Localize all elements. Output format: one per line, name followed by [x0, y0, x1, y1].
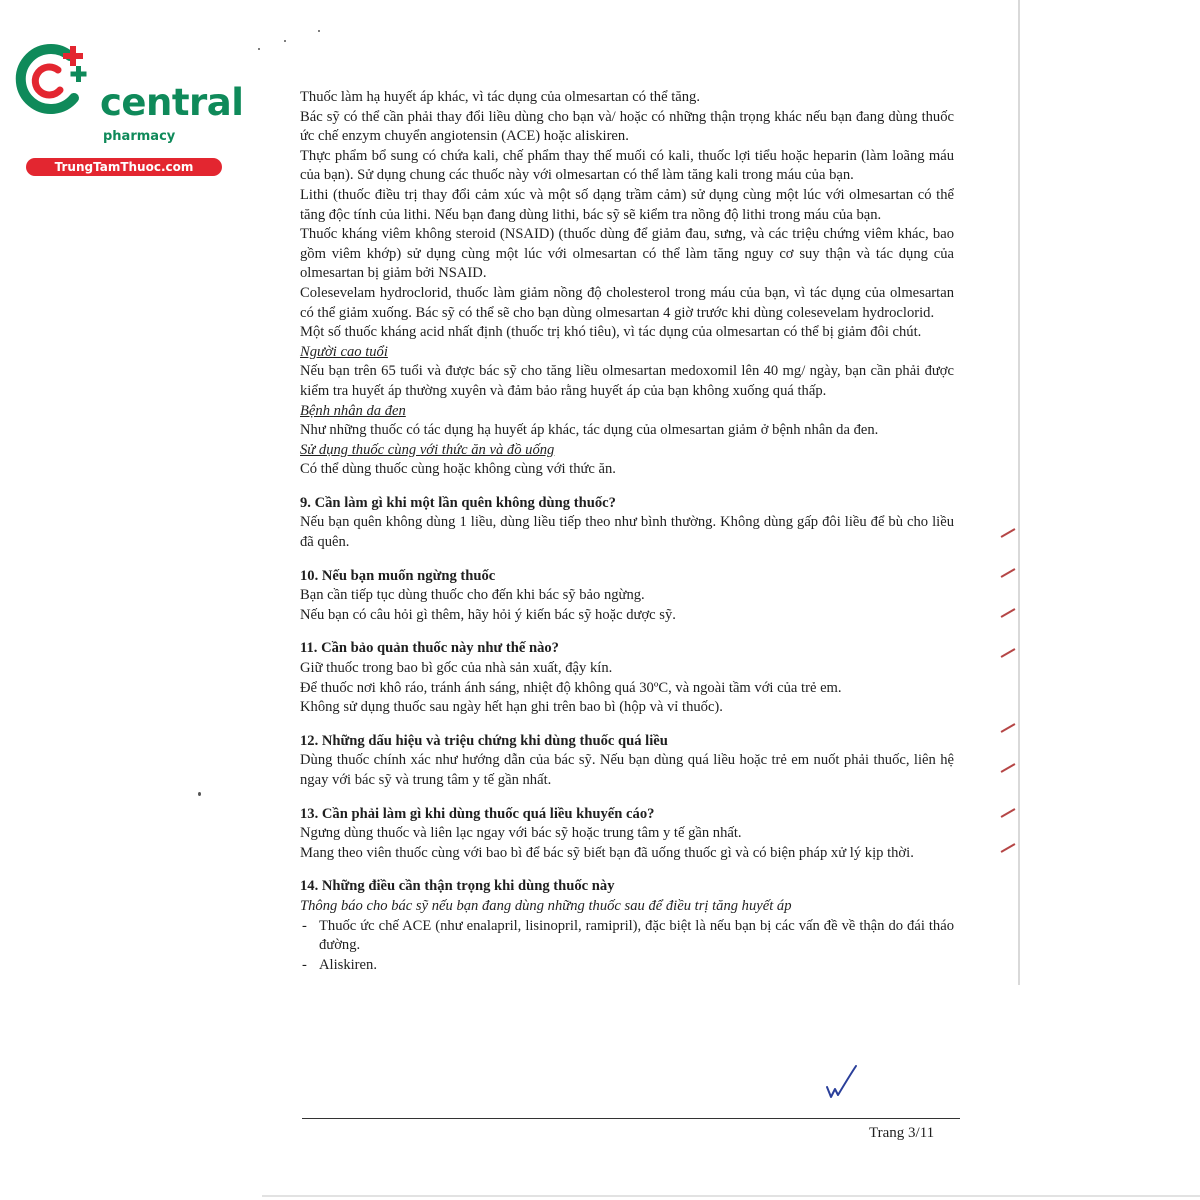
paragraph: Thuốc kháng viêm không steroid (NSAID) (thuốc dùng để giảm đau, sưng, và các triệu chứng viêm khác, bao gồm viêm khớp) sử dụng cùng một lúc với olmesartan có thể làm tăng nguy cơ suy thận và tác dụng của olmesartan bị giảm bởi NSAID.: [300, 226, 954, 282]
section-note: Thông báo cho bác sỹ nếu bạn đang dùng những thuốc sau để điều trị tăng huyết áp: [300, 897, 792, 914]
list-item: - Thuốc ức chế ACE (như enalapril, lisinopril, ramipril), đặc biệt là nếu bạn bị các vấn đề về thận do đái tháo đường.: [300, 917, 954, 956]
scan-speck: [198, 792, 201, 796]
subsection-title: Người cao tuổi: [300, 343, 388, 360]
paragraph: Thuốc làm hạ huyết áp khác, vì tác dụng của olmesartan có thể tăng.: [300, 89, 700, 105]
paragraph: Bác sỹ có thể cần phải thay đổi liều dùng cho bạn và/ hoặc có những thận trọng khác nếu bạn đang dùng thuốc ức chế enzym chuyển angiotensin (ACE) hoặc aliskiren.: [300, 108, 954, 145]
page-edge-bottom: [262, 1195, 1200, 1197]
stamp-mark: [1001, 608, 1016, 618]
stamp-mark: [1001, 808, 1016, 818]
bullet-list: [300, 917, 954, 976]
logo-subtitle: pharmacy: [103, 129, 176, 144]
scan-speck: [258, 48, 260, 50]
list-item: - Aliskiren.: [300, 956, 954, 976]
paragraph: Colesevelam hydroclorid, thuốc làm giảm nồng độ cholesterol trong máu của bạn, vì tác dụng của olmesartan có thể giảm xuống. Bác sỹ có thể sẽ cho bạn dùng olmesartan 4 giờ trước khi dùng colesevelam hydroclorid.: [300, 284, 954, 321]
paragraph: Để thuốc nơi khô ráo, tránh ánh sáng, nhiệt độ không quá 30ºC, và ngoài tầm với của trẻ em.: [300, 679, 842, 696]
subsection-title: Bệnh nhân da đen: [300, 402, 406, 419]
paragraph: Thực phẩm bổ sung có chứa kali, chế phẩm thay thế muối có kali, thuốc lợi tiểu hoặc heparin (làm loãng máu của bạn). Sử dụng chung các thuốc này với olmesartan có thể làm tăng kali trong máu của bạn.: [300, 147, 954, 184]
scan-speck: [318, 30, 320, 32]
section-heading: 10. Nếu bạn muốn ngừng thuốc: [300, 567, 496, 584]
handwritten-checkmark-icon: [822, 1063, 862, 1107]
footer-divider: [302, 1118, 960, 1119]
paragraph: Có thể dùng thuốc cùng hoặc không cùng với thức ăn.: [300, 461, 616, 478]
paragraph: Giữ thuốc trong bao bì gốc của nhà sản xuất, đậy kín.: [300, 660, 613, 677]
logo-website-badge[interactable]: TrungTamThuoc.com: [26, 158, 222, 176]
logo-name: central: [100, 81, 244, 124]
stamp-mark: [1001, 528, 1016, 538]
page-number: Trang 3/11: [869, 1125, 935, 1141]
section-heading: 9. Cần làm gì khi một lần quên không dùng thuốc?: [300, 494, 616, 511]
document-body: [300, 88, 954, 975]
section-heading: 13. Cần phải làm gì khi dùng thuốc quá liều khuyến cáo?: [300, 805, 655, 822]
stamp-fragment: [998, 512, 1022, 862]
paragraph: Ngưng dùng thuốc và liên lạc ngay với bác sỹ hoặc trung tâm y tế gần nhất.: [300, 825, 742, 842]
central-c-plus-icon: [12, 40, 94, 118]
paragraph: Lithi (thuốc điều trị thay đổi cảm xúc và một số dạng trầm cảm) sử dụng cùng một lúc với olmesartan có thể tăng độc tính của lithi. Nếu bạn đang dùng lithi, bác sỹ sẽ kiểm tra nồng độ lithi trong máu của bạn.: [300, 186, 954, 223]
paragraph: Bạn cần tiếp tục dùng thuốc cho đến khi bác sỹ bảo ngừng.: [300, 587, 645, 604]
stamp-mark: [1001, 763, 1016, 773]
paragraph: Như những thuốc có tác dụng hạ huyết áp khác, tác dụng của olmesartan giảm ở bệnh nhân da đen.: [300, 422, 879, 439]
section-heading: 14. Những điều cần thận trọng khi dùng thuốc này: [300, 878, 615, 895]
scan-speck: [284, 40, 286, 42]
stamp-mark: [1001, 568, 1016, 578]
section-heading: 12. Những dấu hiệu và triệu chứng khi dùng thuốc quá liều: [300, 732, 668, 749]
stamp-mark: [1001, 843, 1016, 853]
section-heading: 11. Cần bảo quản thuốc này như thế nào?: [300, 640, 559, 657]
paragraph: Nếu bạn có câu hỏi gì thêm, hãy hỏi ý kiến bác sỹ hoặc dược sỹ.: [300, 606, 676, 623]
paragraph: Một số thuốc kháng acid nhất định (thuốc trị khó tiêu), vì tác dụng của olmesartan có thể bị giảm đôi chút.: [300, 324, 922, 341]
central-pharmacy-logo[interactable]: [12, 40, 244, 174]
paragraph: Mang theo viên thuốc cùng với bao bì để bác sỹ biết bạn đã uống thuốc gì và có biện pháp xử lý kịp thời.: [300, 844, 914, 861]
stamp-mark: [1001, 648, 1016, 658]
paragraph: Dùng thuốc chính xác như hướng dẫn của bác sỹ. Nếu bạn dùng quá liều hoặc trẻ em nuốt phải thuốc, liên hệ ngay với bác sỹ và trung tâm y tế gần nhất.: [300, 752, 954, 788]
paragraph: Nếu bạn trên 65 tuổi và được bác sỹ cho tăng liều olmesartan medoxomil lên 40 mg/ ngày, bạn cần phải được kiểm tra huyết áp thường xuyên và đảm bảo rằng huyết áp của bạn không xuống quá thấp.: [300, 363, 954, 399]
subsection-title: Sử dụng thuốc cùng với thức ăn và đồ uống: [300, 441, 555, 458]
paragraph: Nếu bạn quên không dùng 1 liều, dùng liều tiếp theo như bình thường. Không dùng gấp đôi liều để bù cho liều đã quên.: [300, 514, 954, 551]
paragraph: Không sử dụng thuốc sau ngày hết hạn ghi trên bao bì (hộp và vỉ thuốc).: [300, 699, 723, 716]
stamp-mark: [1001, 723, 1016, 733]
